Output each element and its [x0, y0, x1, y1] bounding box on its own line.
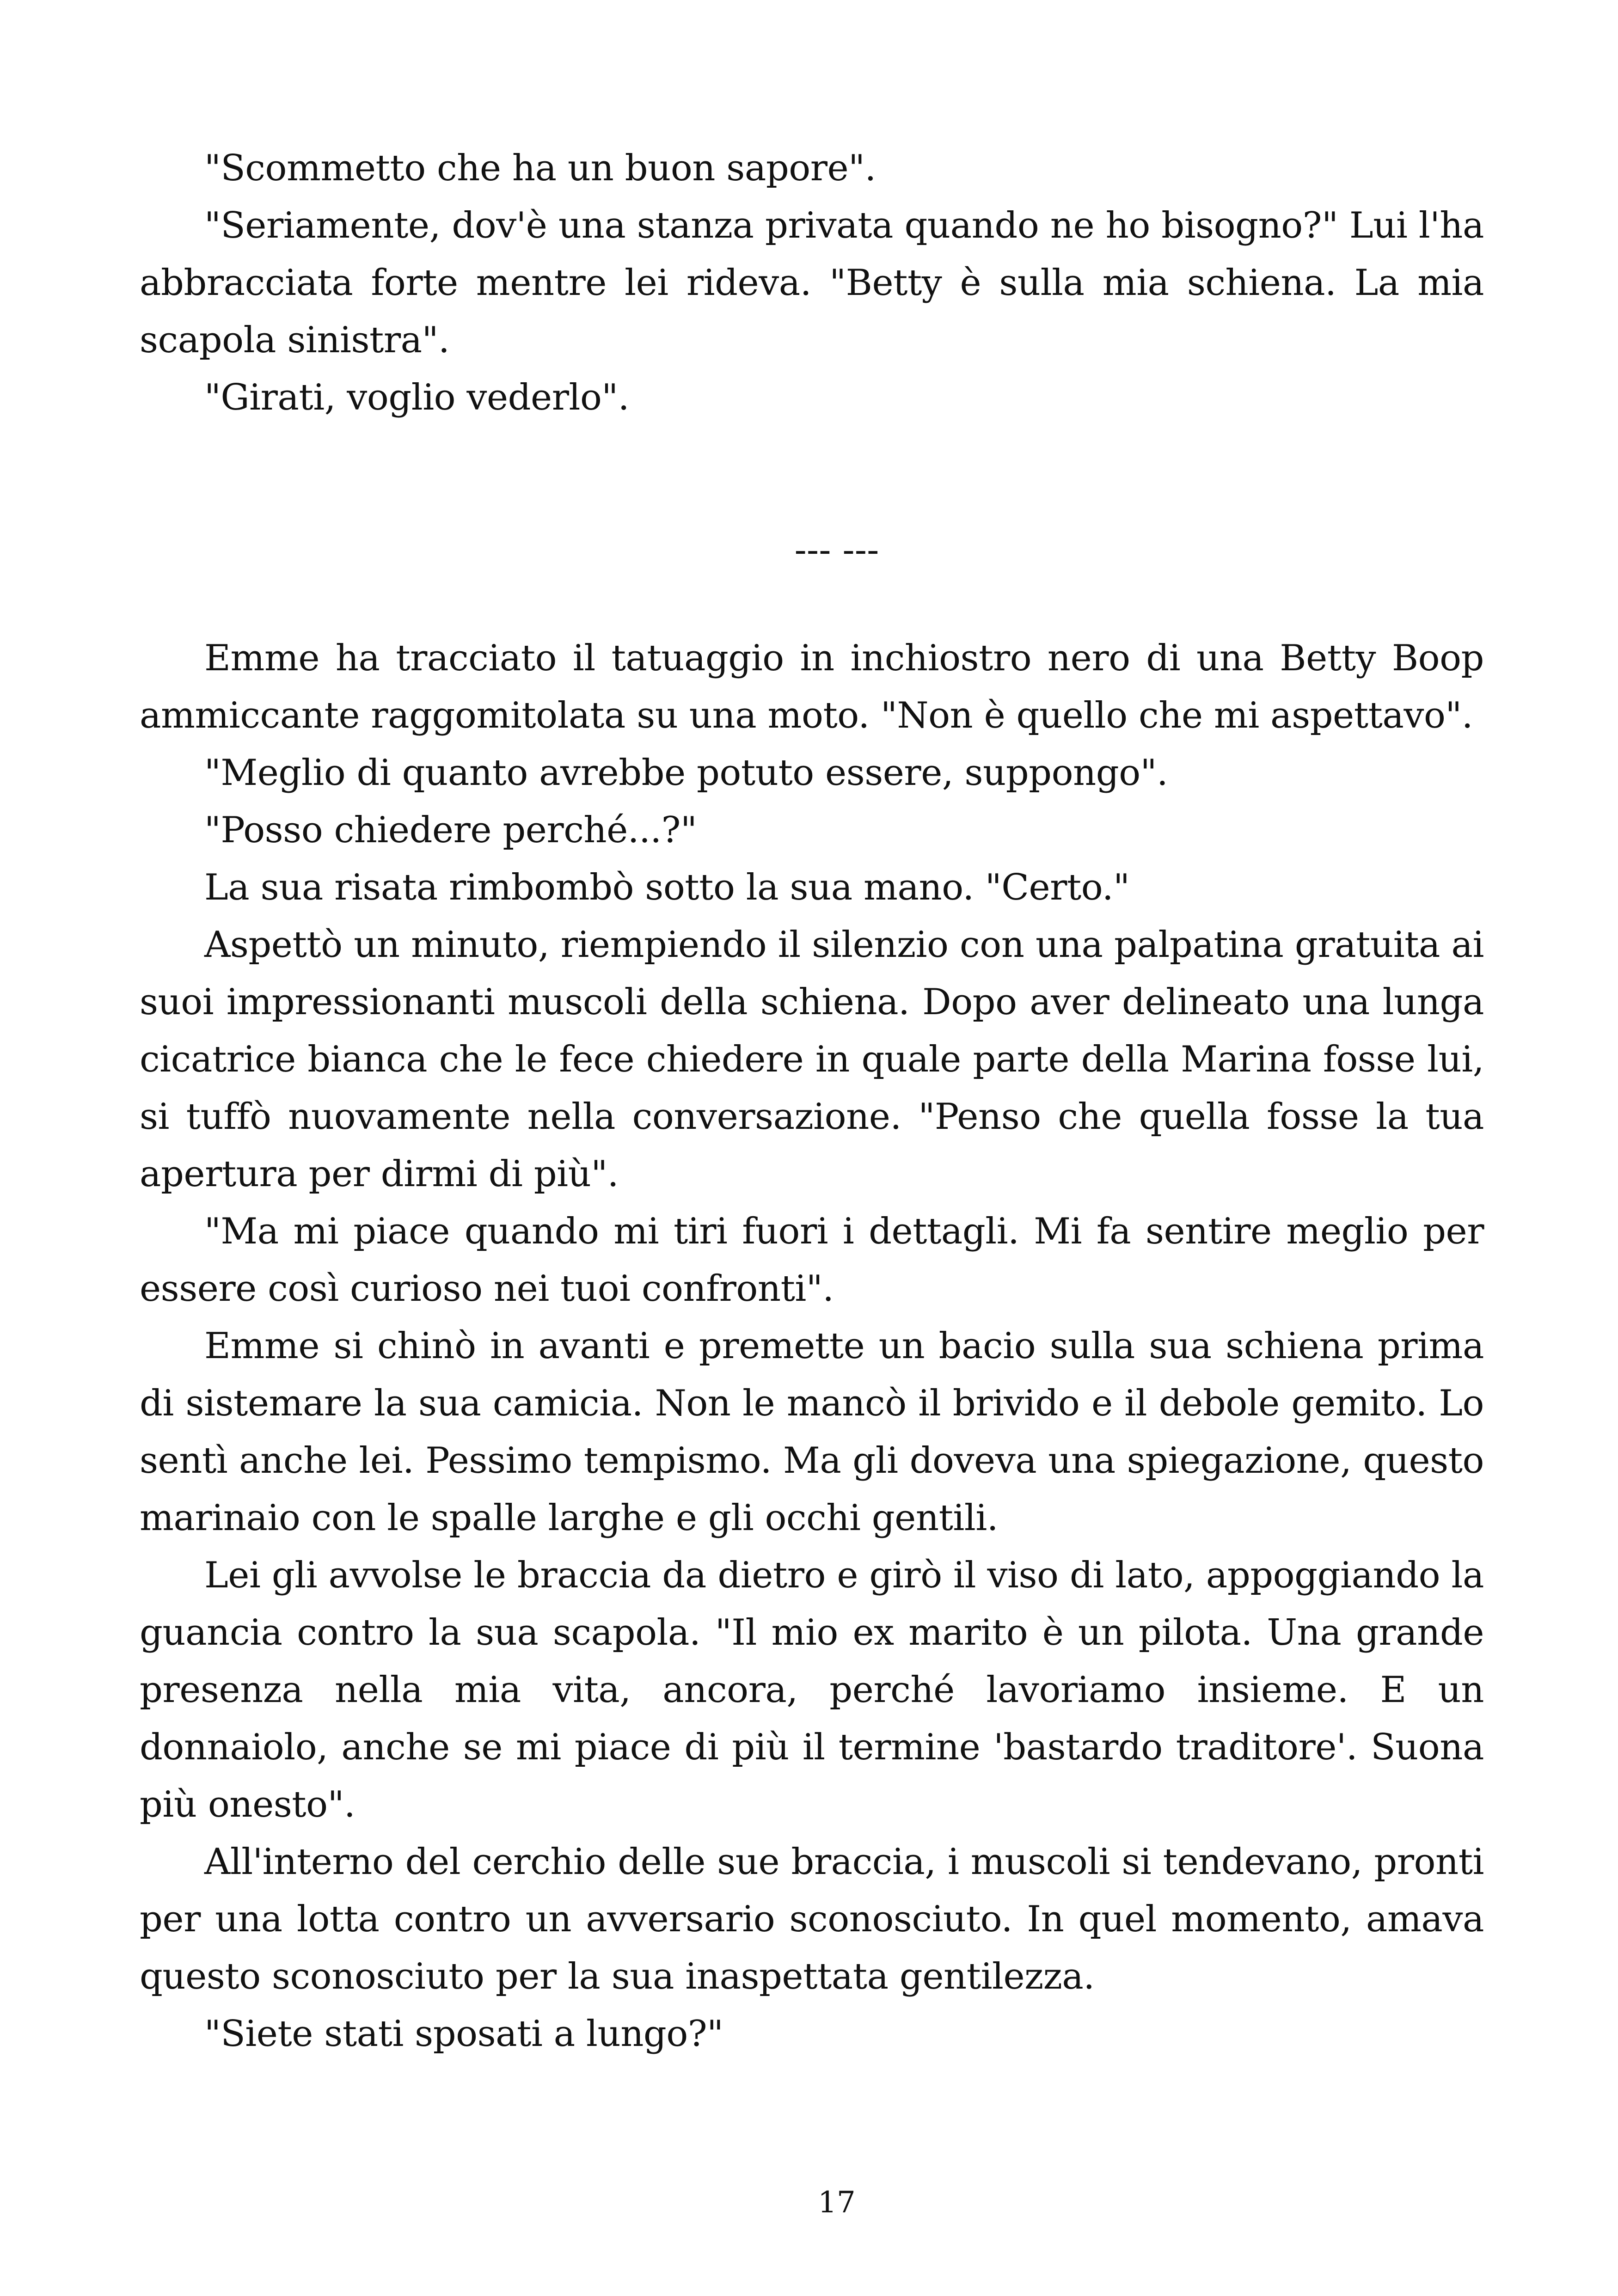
paragraph: "Scommetto che ha un buon sapore".	[204, 147, 876, 189]
text-block-top	[140, 140, 1484, 426]
paragraph: La sua risata rimbombò sotto la sua mano. "Certo."	[204, 867, 1130, 908]
text-block-main	[140, 630, 1484, 2063]
paragraph: "Siete stati sposati a lungo?"	[204, 2013, 723, 2055]
paragraph: Emme si chinò in avanti e premette un bacio sulla sua schiena prima di sistemare la sua camicia. Non le mancò il brivido e il debole gemito. Lo sentì anche lei. Pessimo tempismo. Ma gli doveva una spiegazione, questo marinaio con le spalle larghe e gli occhi gentili.	[140, 1325, 1484, 1539]
paragraph: Aspettò un minuto, riempiendo il silenzio con una palpatina gratuita ai suoi impressionanti muscoli della schiena. Dopo aver delineato una lunga cicatrice bianca che le fece chiedere in quale parte della Marina fosse lui, si tuffò nuovamente nella conversazione. "Penso che quella fosse la tua apertura per dirmi di più".	[140, 924, 1484, 1195]
paragraph: "Girati, voglio vederlo".	[204, 377, 630, 418]
paragraph: All'interno del cerchio delle sue braccia, i muscoli si tendevano, pronti per una lotta contro un avversario sconosciuto. In quel momento, amava questo sconosciuto per la sua inaspettata gentilezza.	[140, 1841, 1484, 1997]
paragraph: Lei gli avvolse le braccia da dietro e girò il viso di lato, appoggiando la guancia contro la sua scapola. "Il mio ex marito è un pilota. Una grande presenza nella mia vita, ancora, perché lavoriamo insieme. E un donnaiolo, anche se mi piace di più il termine 'bastardo traditore'. Suona più onesto".	[140, 1555, 1484, 1825]
paragraph: "Ma mi piace quando mi tiri fuori i dettagli. Mi fa sentire meglio per essere così curioso nei tuoi confronti".	[140, 1211, 1484, 1310]
paragraph: "Posso chiedere perché...?"	[204, 809, 697, 851]
paragraph: "Seriamente, dov'è una stanza privata quando ne ho bisogno?" Lui l'ha abbracciata forte mentre lei rideva. "Betty è sulla mia schiena. La mia scapola sinistra".	[140, 205, 1484, 361]
page-number: 17	[818, 2186, 856, 2220]
section-separator: --- ---	[794, 529, 879, 571]
paragraph: "Meglio di quanto avrebbe potuto essere, suppongo".	[204, 752, 1168, 794]
paragraph: Emme ha tracciato il tatuaggio in inchiostro nero di una Betty Boop ammiccante raggomitolata su una moto. "Non è quello che mi aspettavo".	[140, 637, 1484, 736]
